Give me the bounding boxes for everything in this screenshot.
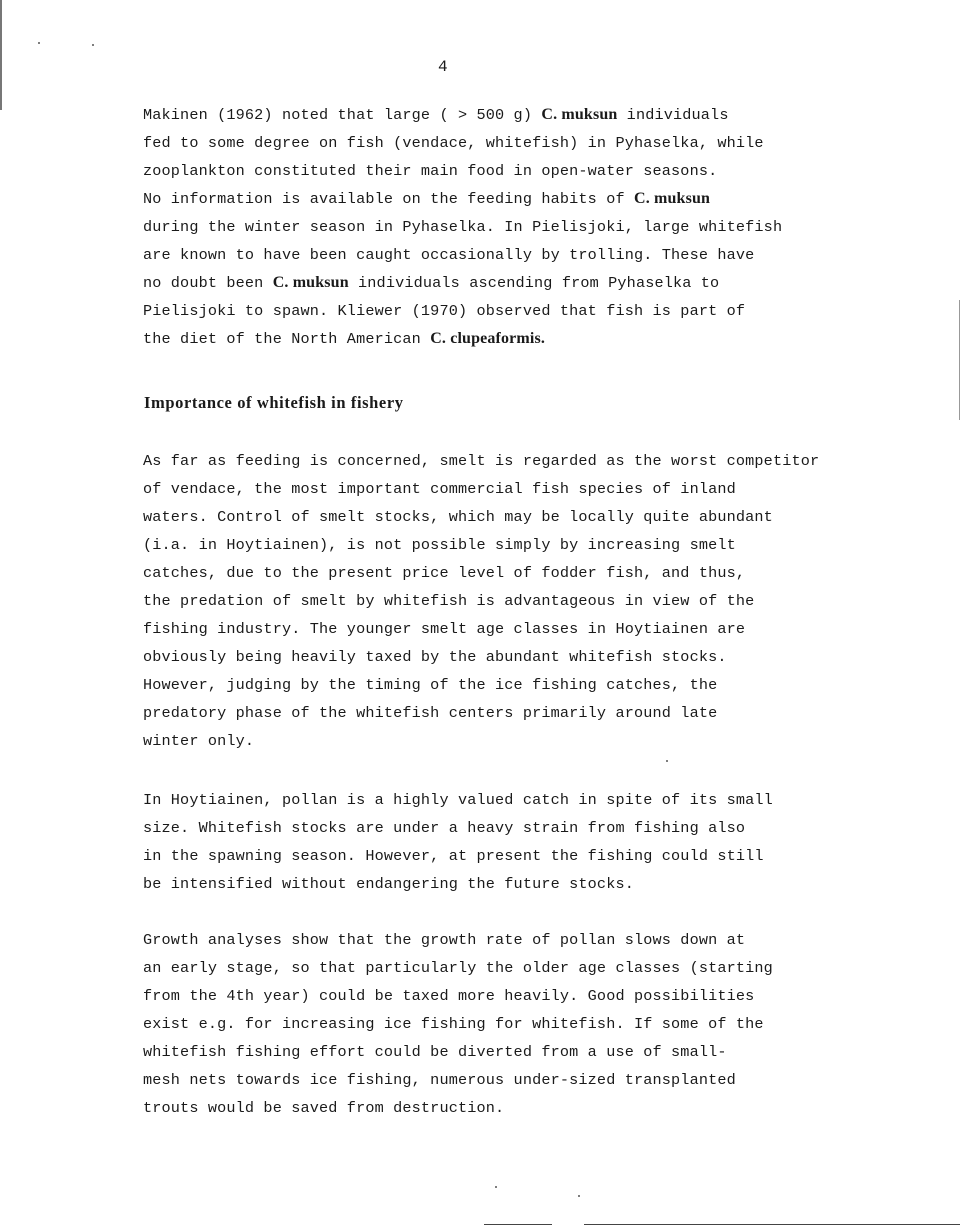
text-line: (i.a. in Hoytiainen), is not possible simply by increasing smelt (143, 536, 736, 554)
section-heading: Importance of whitefish in fishery (144, 393, 404, 412)
text-line: No information is available on the feeding habits of C. muksun (143, 190, 711, 208)
species-name: C. muksun (272, 274, 349, 291)
text-line: fishing industry. The younger smelt age classes in Hoytiainen are (143, 620, 746, 638)
text-line: no doubt been C. muksun individuals ascending from Pyhaselka to (143, 274, 720, 292)
scan-speck (666, 760, 668, 762)
paragraph-growth-analyses (143, 926, 843, 1122)
text-line: from the 4th year) could be taxed more heavily. Good possibilities (143, 987, 755, 1005)
species-name: C. clupeaformis. (430, 330, 546, 347)
text-line: However, judging by the timing of the ice fishing catches, the (143, 676, 718, 694)
text-line: during the winter season in Pyhaselka. In Pielisjoki, large whitefish (143, 218, 783, 236)
page-number: 4 (438, 58, 448, 76)
scan-speck (92, 44, 94, 46)
text-line: Makinen (1962) noted that large ( > 500 g) C. muksun individuals (143, 106, 729, 124)
text-line: are known to have been caught occasionally by trolling. These have (143, 246, 755, 264)
footer-rule (484, 1224, 552, 1225)
scan-speck (38, 42, 40, 44)
paragraph-pollan-catch (143, 786, 843, 898)
scan-left-edge (0, 0, 2, 110)
text-line: catches, due to the present price level of fodder fish, and thus, (143, 564, 746, 582)
text-line: size. Whitefish stocks are under a heavy strain from fishing also (143, 819, 746, 837)
text-line: As far as feeding is concerned, smelt is regarded as the worst competitor (143, 452, 820, 470)
text-line: predatory phase of the whitefish centers primarily around late (143, 704, 718, 722)
text-line: in the spawning season. However, at present the fishing could still (143, 847, 764, 865)
paragraph-smelt-competition (143, 447, 843, 755)
text-line: be intensified without endangering the future stocks. (143, 875, 634, 893)
text-line: whitefish fishing effort could be diverted from a use of small- (143, 1043, 727, 1061)
species-name: C. muksun (634, 190, 711, 207)
text-line: an early stage, so that particularly the older age classes (starting (143, 959, 773, 977)
text-line: exist e.g. for increasing ice fishing for whitefish. If some of the (143, 1015, 764, 1033)
species-name: C. muksun (541, 106, 618, 123)
text-line: zooplankton constituted their main food in open-water seasons. (143, 162, 718, 180)
text-line: Pielisjoki to spawn. Kliewer (1970) observed that fish is part of (143, 302, 746, 320)
text-line: trouts would be saved from destruction. (143, 1099, 505, 1117)
text-line: mesh nets towards ice fishing, numerous under-sized transplanted (143, 1071, 736, 1089)
scan-speck (495, 1186, 497, 1188)
paragraph-feeding-habits (143, 101, 843, 353)
text-line: of vendace, the most important commercial fish species of inland (143, 480, 736, 498)
footer-rule (584, 1224, 960, 1225)
text-line: obviously being heavily taxed by the abundant whitefish stocks. (143, 648, 727, 666)
scan-speck (578, 1195, 580, 1197)
text-line: In Hoytiainen, pollan is a highly valued catch in spite of its small (143, 791, 773, 809)
text-line: Growth analyses show that the growth rate of pollan slows down at (143, 931, 746, 949)
text-line: the diet of the North American C. clupeaformis. (143, 330, 546, 348)
text-line: the predation of smelt by whitefish is advantageous in view of the (143, 592, 755, 610)
text-line: fed to some degree on fish (vendace, whitefish) in Pyhaselka, while (143, 134, 764, 152)
text-line: waters. Control of smelt stocks, which may be locally quite abundant (143, 508, 773, 526)
text-line: winter only. (143, 732, 255, 750)
